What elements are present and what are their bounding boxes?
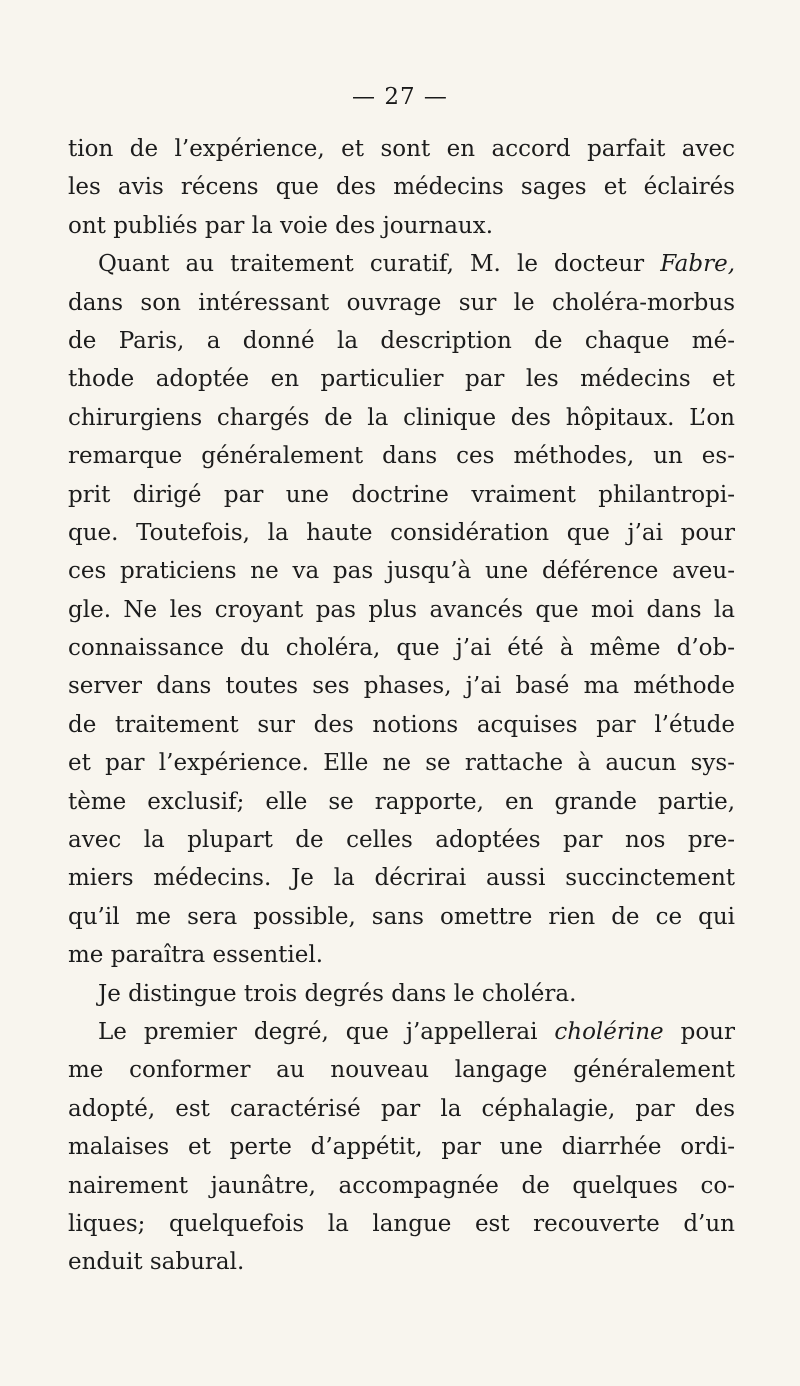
text-line: connaissance du choléra, que j’ai été à même d’ob- — [68, 635, 735, 662]
text-line: ont publiés par la voie des journaux. — [68, 212, 494, 239]
text-line: qu’il me sera possible, sans omettre rien de ce qui — [68, 903, 735, 930]
text-line: dans son intéressant ouvrage sur le choléra-morbus — [68, 289, 735, 316]
text-line: adopté, est caractérisé par la céphalagie, par des — [68, 1095, 735, 1122]
text-line: Je distingue trois degrés dans le choléra. — [98, 980, 577, 1007]
text-line: prit dirigé par une doctrine vraiment philantropi- — [68, 481, 735, 508]
text-line: me paraîtra essentiel. — [68, 942, 324, 969]
text-line: thode adoptée en particulier par les médecins et — [68, 366, 735, 393]
text-line: liques; quelquefois la langue est recouverte d’un — [68, 1210, 735, 1237]
text-line: server dans toutes ses phases, j’ai basé ma méthode — [68, 673, 735, 700]
text-line — [68, 1013, 735, 1051]
text-segment: pour — [663, 1018, 735, 1045]
text-line: malaises et perte d’appétit, par une diarrhée ordi- — [68, 1134, 735, 1161]
text-segment: Le premier degré, que j’appellerai — [98, 1018, 555, 1045]
text-line: gle. Ne les croyant pas plus avancés que moi dans la — [68, 596, 735, 623]
text-line: de traitement sur des notions acquises par l’étude — [68, 711, 735, 738]
text-line: tion de l’expérience, et sont en accord parfait avec — [68, 136, 735, 162]
text-line: de Paris, a donné la description de chaque mé- — [68, 327, 735, 354]
text-line: enduit sabural. — [68, 1249, 245, 1276]
text-line: et par l’expérience. Elle ne se rattache à aucun sys- — [68, 750, 735, 777]
text-line: me conformer au nouveau langage généralement — [68, 1057, 735, 1084]
text-line: nairement jaunâtre, accompagnée de quelques co- — [68, 1172, 735, 1199]
body-text — [68, 130, 735, 1282]
text-line: avec la plupart de celles adoptées par nos pre- — [68, 827, 735, 854]
italic-name-fabre: Fabre, — [660, 251, 735, 278]
text-line: les avis récens que des médecins sages et éclairés — [68, 174, 735, 201]
text-line: chirurgiens chargés de la clinique des hôpitaux. L’on — [68, 404, 735, 431]
text-line: ces praticiens ne va pas jusqu’à une déférence aveu- — [68, 558, 735, 585]
text-line: tème exclusif; elle se rapporte, en grande partie, — [68, 788, 735, 815]
text-line: que. Toutefois, la haute considération que j’ai pour — [68, 519, 735, 546]
text-line — [68, 245, 735, 283]
text-segment: Quant au traitement curatif, M. le docteur — [98, 251, 661, 278]
italic-term-cholerine: cholérine — [554, 1018, 664, 1045]
text-line: remarque généralement dans ces méthodes, un es- — [68, 443, 735, 470]
page-number: — 27 — — [352, 84, 448, 110]
text-line: miers médecins. Je la décrirai aussi succinctement — [68, 865, 735, 892]
